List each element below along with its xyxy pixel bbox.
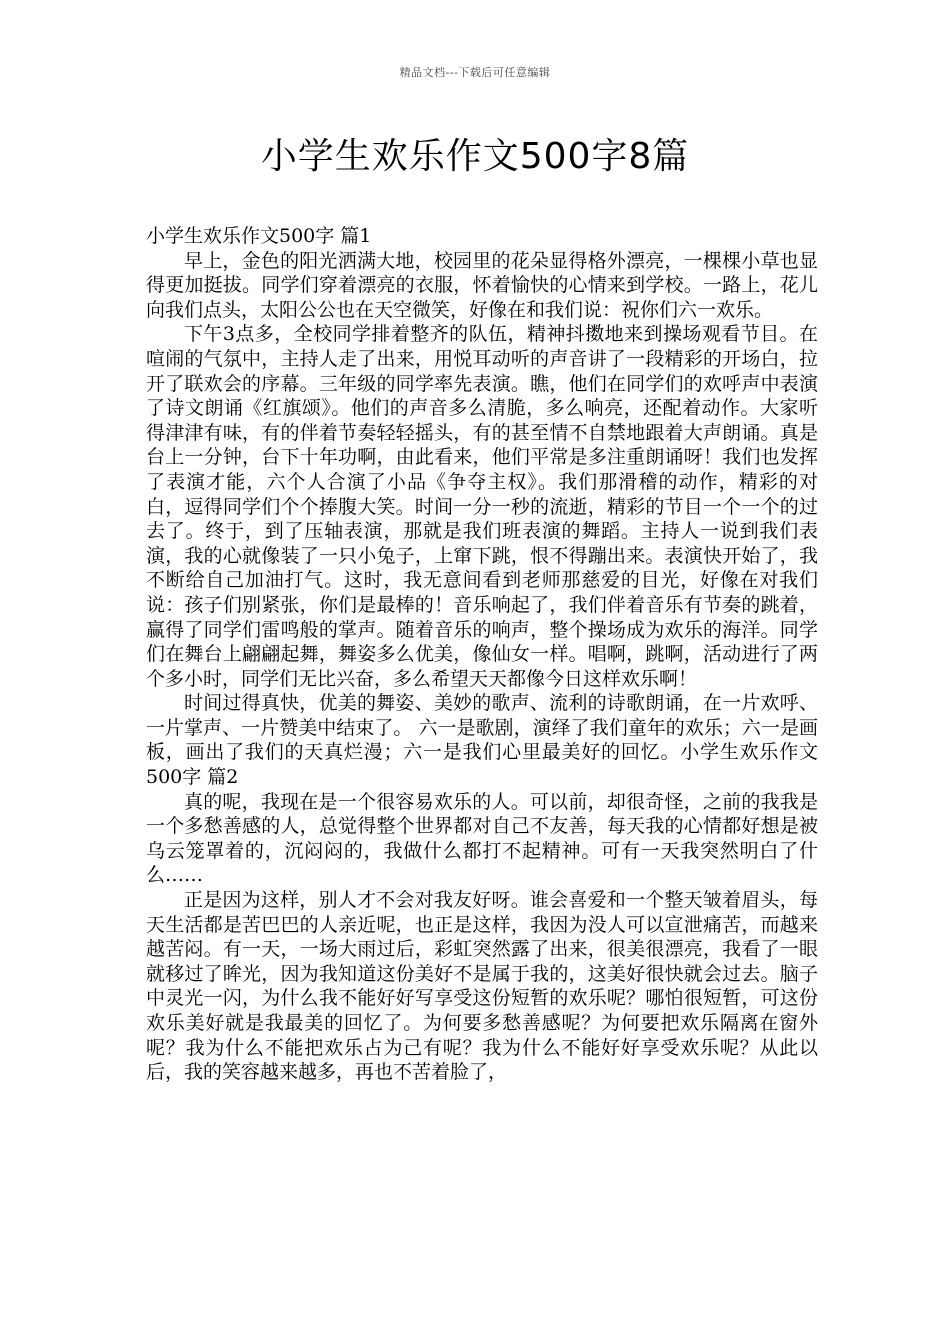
section-heading: 小学生欢乐作文500字 篇1	[146, 225, 372, 247]
document-title: 小学生欢乐作文500字8篇	[260, 136, 690, 177]
paragraph: 真的呢，我现在是一个很容易欢乐的人。可以前，却很奇怪，之前的我我是一个多愁善感的人，总觉得整个世界都对自己不友善，每天我的心情都好想是被乌云笼罩着的，沉闷闷的，我做什么都打不起精神。可有一天我突然明白了什么……	[146, 790, 818, 887]
document-body	[146, 224, 818, 1085]
paragraph: 下午3点多，全校同学排着整齐的队伍，精神抖擞地来到操场观看节目。在喧闹的气氛中，主持人走了出来，用悦耳动听的声音讲了一段精彩的开场白，拉开了联欢会的序幕。三年级的同学率先表演。瞧，他们在同学们的欢呼声中表演了诗文朗诵《红旗颂》。他们的声音多么清脆，多么响亮，还配着动作。大家听得津津有味，有的伴着节奏轻轻摇头，有的甚至情不自禁地跟着大声朗诵。真是台上一分钟，台下十年功啊，由此看来，他们平常是多注重朗诵呀！我们也发挥了表演才能，六个人合演了小品《争夺主权》。我们那滑稽的动作，精彩的对白，逗得同学们个个捧腹大笑。时间一分一秒的流逝，精彩的节目一个一个的过去了。终于，到了压轴表演，那就是我们班表演的舞蹈。主持人一说到我们表演，我的心就像装了一只小兔子，上窜下跳，恨不得蹦出来。表演快开始了，我不断给自己加油打气。这时，我无意间看到老师那慈爱的目光，好像在对我们说：孩子们别紧张，你们是最棒的！音乐响起了，我们伴着音乐有节奏的跳着，赢得了同学们雷鸣般的掌声。随着音乐的响声，整个操场成为欢乐的海洋。同学们在舞台上翩翩起舞，舞姿多么优美，像仙女一样。唱啊，跳啊，活动进行了两个多小时，同学们无比兴奋，多么希望天天都像今日这样欢乐啊！	[146, 323, 818, 690]
paragraph: 早上，金色的阳光洒满大地，校园里的花朵显得格外漂亮，一棵棵小草也显得更加挺拔。同学们穿着漂亮的衣服，怀着愉快的心情来到学校。一路上，花儿向我们点头，太阳公公也在天空微笑，好像在和我们说：祝你们六一欢乐。	[146, 249, 818, 321]
paragraph: 正是因为这样，别人才不会对我友好呀。谁会喜爱和一个整天皱着眉头，每天生活都是苦巴巴的人亲近呢，也正是这样，我因为没人可以宣泄痛苦，而越来越苦闷。有一天，一场大雨过后，彩虹突然露了出来，很美很漂亮，我看了一眼就移过了眸光，因为我知道这份美好不是属于我的，这美好很快就会过去。脑子中灵光一闪，为什么我不能好好写享受这份短暂的欢乐呢？哪怕很短暂，可这份欢乐美好就是我最美的回忆了。为何要多愁善感呢？为何要把欢乐隔离在窗外呢？我为什么不能把欢乐占为己有呢？我为什么不能好好享受欢乐呢？从此以后，我的笑容越来越多，再也不苦着脸了，	[146, 889, 818, 1084]
paragraph: 时间过得真快，优美的舞姿、美妙的歌声、流利的诗歌朗诵，在一片欢呼、一片掌声、一片赞美中结束了。 六一是歌剧，演绎了我们童年的欢乐；六一是画板，画出了我们的天真烂漫；六一是我们心里最美好的回忆。小学生欢乐作文500字 篇2	[146, 692, 818, 789]
page-header-note: 精品文档---下载后可任意编辑	[399, 66, 551, 79]
